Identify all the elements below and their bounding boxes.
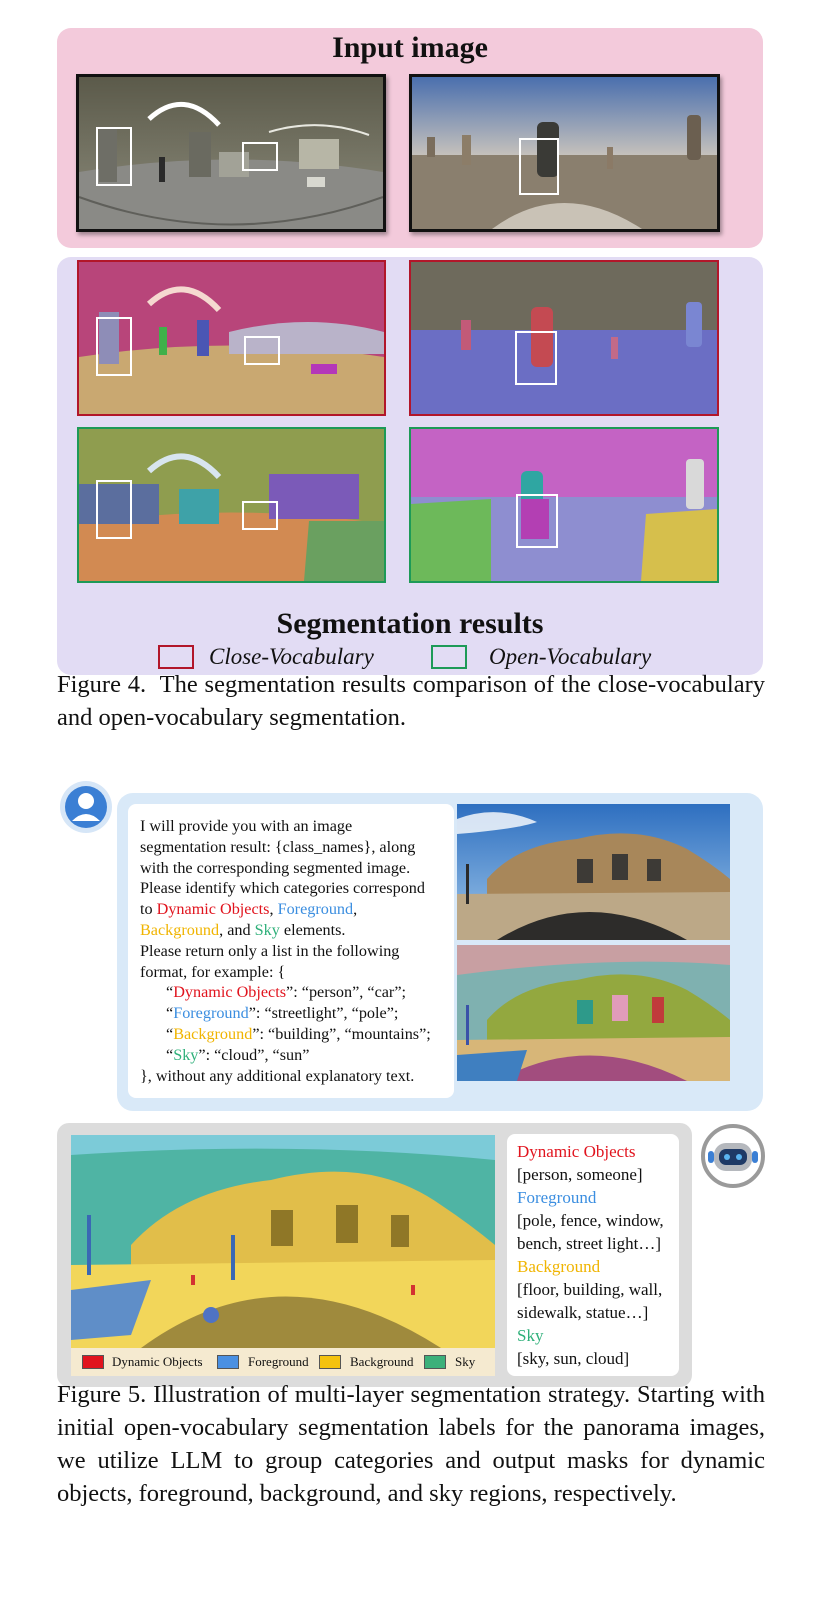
prompt-line: I will provide you with an image xyxy=(140,817,353,835)
group-background-items: sidewalk, statue…] xyxy=(517,1303,649,1322)
prompt-line: Please return only a list in the following xyxy=(140,941,400,960)
group-dynamic-items: [person, someone] xyxy=(517,1165,643,1184)
legend-foreground: Foreground xyxy=(248,1354,309,1369)
multi-layer-mask-image xyxy=(71,1135,495,1348)
group-background-items: [floor, building, wall, xyxy=(517,1280,663,1299)
legend-background: Background xyxy=(350,1354,414,1369)
segmentation-results-panel xyxy=(57,257,763,675)
open-vocabulary-label: Open-Vocabulary xyxy=(489,644,652,669)
prompt-line: to Dynamic Objects, Foreground, xyxy=(140,900,358,919)
close-vocab-statues-mask xyxy=(411,262,717,414)
dynamic-objects-term: Dynamic Objects xyxy=(156,900,270,919)
example-sky: “Sky”: “cloud”, “sun” xyxy=(166,1045,310,1064)
legend-sky: Sky xyxy=(455,1354,476,1369)
close-vocab-station-mask xyxy=(79,262,384,414)
group-foreground-items: [pole, fence, window, xyxy=(517,1211,664,1230)
category-groups-box xyxy=(507,1134,679,1376)
foreground-term: Foreground xyxy=(277,900,354,919)
prompt-text xyxy=(140,816,450,1086)
group-dynamic-title: Dynamic Objects xyxy=(517,1142,636,1161)
louvre-panorama-image xyxy=(457,804,730,940)
background-swatch xyxy=(319,1355,341,1369)
user-icon xyxy=(60,781,112,833)
close-vocabulary-label: Close-Vocabulary xyxy=(209,644,374,669)
open-vocab-station xyxy=(77,427,386,583)
prompt-line: format, for example: { xyxy=(140,962,286,981)
close-vocab-station xyxy=(77,260,386,416)
category-groups xyxy=(517,1140,664,1370)
close-vocabulary-swatch xyxy=(158,645,194,669)
statues-panorama-image xyxy=(412,77,717,229)
input-image-title: Input image xyxy=(332,31,488,64)
prompt-line: Please identify which categories correspond xyxy=(140,879,425,898)
mask-legend xyxy=(71,1348,495,1376)
station-panorama-image xyxy=(79,77,383,229)
prompt-line: }, without any additional explanatory text. xyxy=(140,1066,415,1085)
open-vocab-statues xyxy=(409,427,719,583)
segmentation-results-title: Segmentation results xyxy=(276,607,544,640)
sky-term: Sky xyxy=(254,920,280,939)
figure-5-caption: Figure 5. Illustration of multi-layer segmentation strategy. Starting with initial open-vocabulary segmentation labels for the panorama images, we utilize LLM to group categories and output masks for dynamic objects, foreground, background, and sky regions, respectively. xyxy=(57,1381,765,1507)
input-pano-statues xyxy=(409,74,720,232)
group-sky-items: [sky, sun, cloud] xyxy=(517,1349,630,1368)
prompt-box xyxy=(128,804,454,1098)
group-foreground-title: Foreground xyxy=(517,1188,597,1207)
input-pano-station xyxy=(76,74,386,232)
close-vocab-statues xyxy=(409,260,719,416)
prompt-line: segmentation result: {class_names}, along xyxy=(140,837,416,856)
foreground-swatch xyxy=(217,1355,239,1369)
background-term: Background xyxy=(140,920,220,939)
example-foreground: “Foreground”: “streetlight”, “pole”; xyxy=(166,1004,399,1023)
example-background: “Background”: “building”, “mountains”; xyxy=(166,1024,431,1043)
figure-4-caption: Figure 4. The segmentation results comparison of the close-vocabulary and open-vocabulary segmentation. xyxy=(57,671,765,731)
input-image-panel xyxy=(57,28,763,248)
group-background-title: Background xyxy=(517,1257,601,1276)
multi-layer-mask xyxy=(71,1135,495,1348)
multi-layer-result-panel xyxy=(57,1123,692,1387)
legend-dynamic-objects: Dynamic Objects xyxy=(112,1354,203,1369)
open-vocab-station-mask xyxy=(79,429,384,581)
user-avatar xyxy=(60,781,112,833)
open-vocab-statues-mask xyxy=(411,429,717,581)
prompt-line: with the corresponding segmented image. xyxy=(140,858,411,877)
louvre-segmented xyxy=(457,945,730,1081)
louvre-segmented-image xyxy=(457,945,730,1081)
robot-avatar xyxy=(700,1123,766,1189)
group-sky-title: Sky xyxy=(517,1326,544,1345)
robot-icon xyxy=(700,1123,766,1189)
sky-swatch xyxy=(424,1355,446,1369)
prompt-panel xyxy=(117,793,763,1111)
example-dynamic: “Dynamic Objects”: “person”, “car”; xyxy=(166,983,407,1002)
open-vocabulary-swatch xyxy=(431,645,467,669)
dynamic-objects-swatch xyxy=(82,1355,104,1369)
louvre-panorama xyxy=(457,804,730,940)
group-foreground-items: bench, street light…] xyxy=(517,1234,661,1253)
prompt-line: Background, and Sky elements. xyxy=(140,920,346,939)
